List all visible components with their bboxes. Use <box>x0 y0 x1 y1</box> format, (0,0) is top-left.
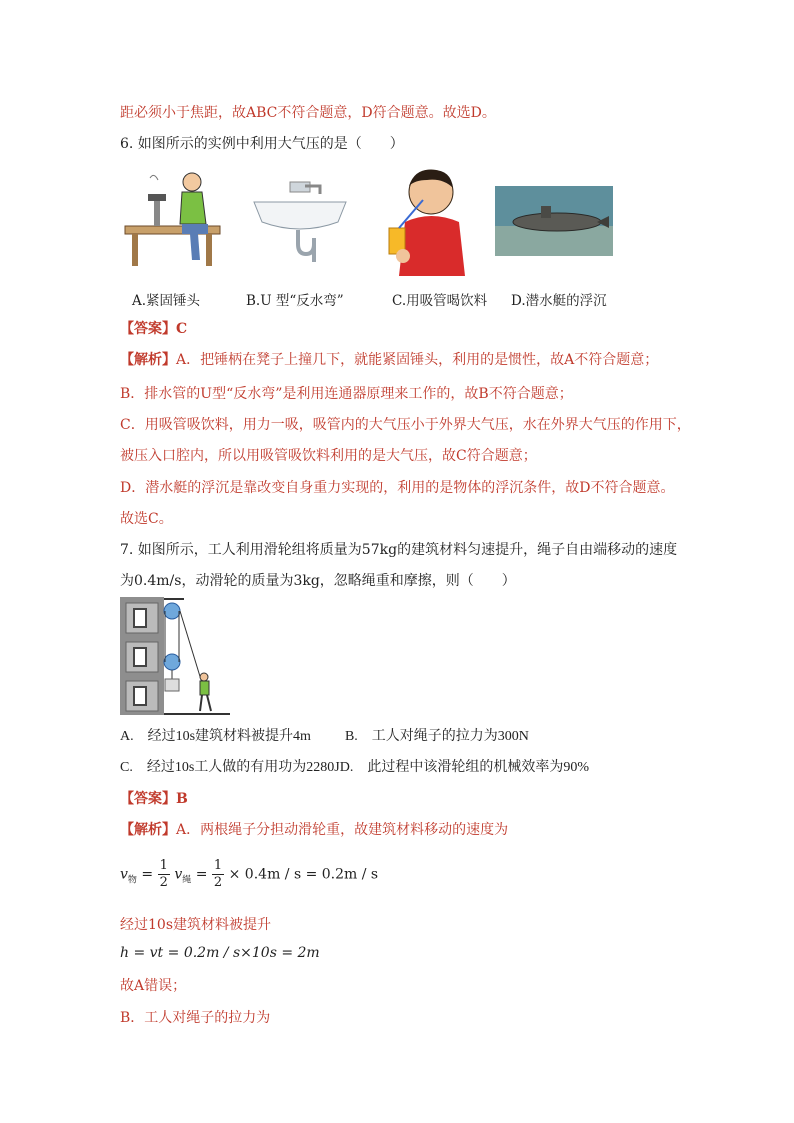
intro-line: 距必须小于焦距，故ABC不符合题意，D符合题意。故选D。 <box>120 105 496 121</box>
question-7-stem-1: 7. 如图所示，工人利用滑轮组将质量为57kg的建筑材料匀速提升，绳子自由端移动的速度 <box>120 542 678 558</box>
q7-option-c: C. 经过10s工人做的有用功为2280J <box>120 760 340 775</box>
q7-answer: 【答案】B <box>120 791 188 807</box>
q7-line-a-wrong: 故A错误； <box>120 978 187 994</box>
q7-option-d: D. 此过程中该滑轮组的机械效率为90% <box>339 760 590 775</box>
q6-analysis-5: D．潜水艇的浮沉是靠改变自身重力实现的，利用的是物体的浮沉条件，故D不符合题意。 <box>120 480 675 496</box>
q6-option-d: D.潜水艇的浮沉 <box>511 293 607 309</box>
q6-analysis-3: C．用吸管吸饮料，用力一吸，吸管内的大气压小于外界大气压，水在外界大气压的作用下， <box>120 417 691 433</box>
q7-option-b: B. 工人对绳子的拉力为300N <box>344 729 529 744</box>
q7-line-b: B．工人对绳子的拉力为 <box>120 1010 271 1026</box>
q6-analysis-2: B．排水管的U型“反水弯”是利用连通器原理来工作的，故B不符合题意； <box>120 386 573 402</box>
q7-options-cd <box>120 758 589 778</box>
q6-option-c: C.用吸管喝饮料 <box>392 293 488 309</box>
q7-analysis-1: 【解析】A．两根绳子分担动滑轮重，故建筑材料移动的速度为 <box>120 822 509 838</box>
q6-analysis-1: 【解析】A．把锤柄在凳子上撞几下，就能紧固锤头，利用的是惯性，故A不符合题意； <box>120 352 659 368</box>
sink-u-trap-figure <box>250 178 350 266</box>
equation-height: h = vt = 0.2m / s×10s = 2m <box>120 945 320 961</box>
pulley-system-figure <box>120 597 232 717</box>
q7-options-ab <box>120 727 529 747</box>
boy-drinking-figure <box>385 164 471 276</box>
q6-option-b: B.U 型“反水弯” <box>246 293 344 309</box>
q7-line-after-eq1: 经过10s建筑材料被提升 <box>120 917 271 933</box>
q6-analysis-6: 故选C。 <box>120 511 173 527</box>
equation-velocity: $v_物$ = $\frac{1}{2}$ $v_绳$ = $\frac{1}{2}$ × 0.4m / s = 0.2m / s <box>120 858 379 890</box>
question-6-stem: 6. 如图所示的实例中利用大气压的是（ ） <box>120 136 404 152</box>
submarine-figure <box>495 186 613 256</box>
hammer-bench-figure <box>120 168 225 270</box>
q6-answer: 【答案】C <box>120 321 188 337</box>
q6-option-a: A.紧固锤头 <box>132 293 201 309</box>
q7-option-a: A. 经过10s建筑材料被提升4m <box>120 729 311 744</box>
question-7-stem-2: 为0.4m/s，动滑轮的质量为3kg，忽略绳重和摩擦，则（ ） <box>120 573 516 589</box>
q6-analysis-4: 被压入口腔内，所以用吸管吸饮料利用的是大气压，故C符合题意； <box>120 448 537 464</box>
